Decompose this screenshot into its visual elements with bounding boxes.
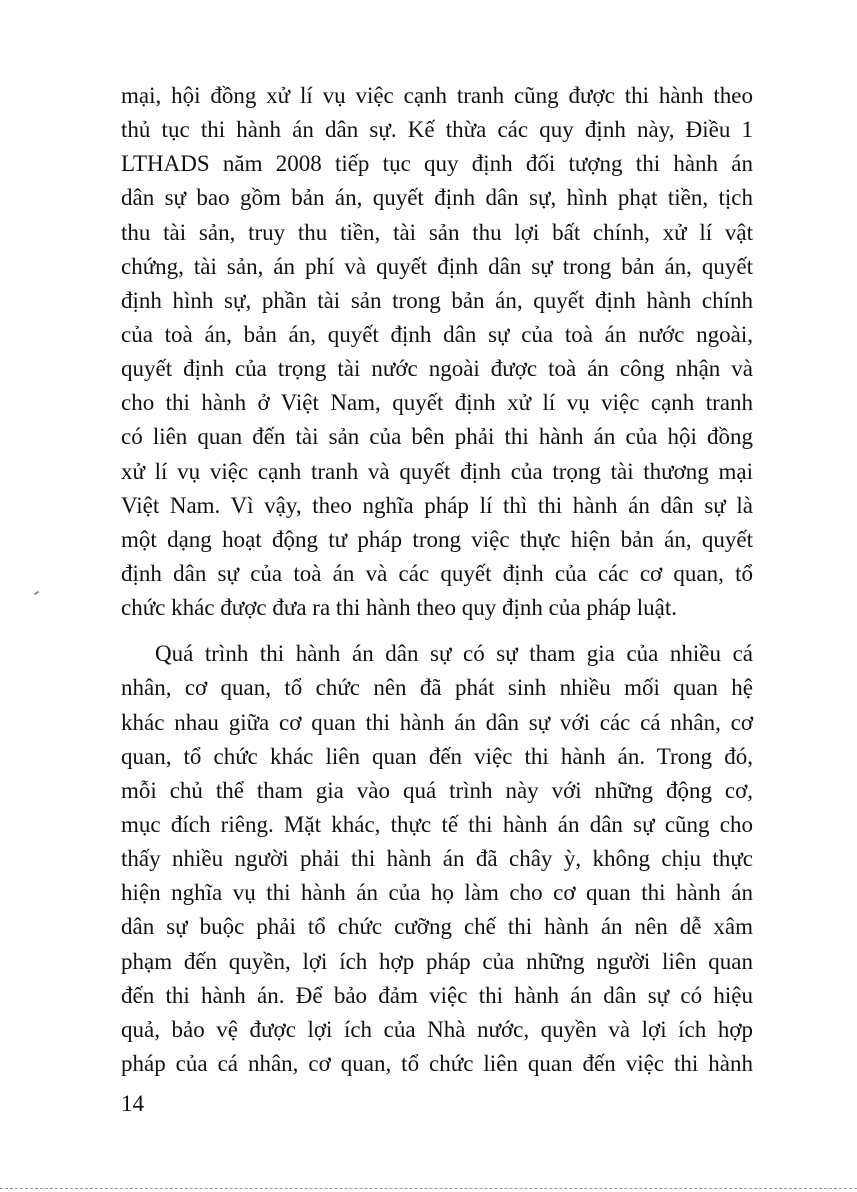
text-line: Việt Nam. Vì vậy, theo nghĩa pháp lí thì thi hành án dân sự là	[121, 492, 753, 518]
text-line: định dân sự của toà án và các quyết định của các cơ quan, tổ	[121, 560, 753, 586]
text-line: nhân, cơ quan, tổ chức nên đã phát sinh nhiều mối quan hệ	[121, 675, 753, 701]
text-line: thu tài sản, truy thu tiền, tài sản thu lợi bất chính, xử lí vật	[121, 219, 753, 245]
text-line: có liên quan đến tài sản của bên phải thi hành án của hội đồng	[121, 424, 753, 450]
text-line: mại, hội đồng xử lí vụ việc cạnh tranh cũng được thi hành theo	[121, 83, 753, 108]
paragraph-2	[121, 637, 753, 1081]
paragraph-gap	[121, 625, 753, 637]
text-line: hiện nghĩa vụ thi hành án của họ làm cho cơ quan thi hành án	[121, 880, 753, 906]
text-line: quyết định của trọng tài nước ngoài được toà án công nhận và	[121, 356, 753, 382]
text-line: quan, tổ chức khác liên quan đến việc thi hành án. Trong đó,	[121, 743, 753, 769]
page-number: 14	[121, 1091, 144, 1116]
text-line: pháp của cá nhân, cơ quan, tổ chức liên quan đến việc thi hành	[121, 1050, 753, 1076]
text-line: dân sự buộc phải tổ chức cưỡng chế thi hành án nên dễ xâm	[121, 914, 753, 940]
text-line: cho thi hành ở Việt Nam, quyết định xử lí vụ việc cạnh tranh	[121, 390, 753, 416]
text-line: dân sự bao gồm bản án, quyết định dân sự, hình phạt tiền, tịch	[121, 185, 753, 211]
scan-edge-line	[0, 1188, 857, 1189]
paragraph-1	[121, 79, 753, 625]
scan-speck	[34, 591, 39, 596]
text-line: phạm đến quyền, lợi ích hợp pháp của những người liên quan	[121, 948, 753, 974]
text-line: chức khác được đưa ra thi hành theo quy định của pháp luật.	[121, 595, 678, 621]
text-line: quả, bảo vệ được lợi ích của Nhà nước, quyền và lợi ích hợp	[121, 1016, 753, 1042]
text-line: mỗi chủ thể tham gia vào quá trình này với những động cơ,	[121, 777, 753, 803]
body-text	[121, 79, 753, 1081]
text-line: khác nhau giữa cơ quan thi hành án dân sự với các cá nhân, cơ	[121, 709, 753, 735]
text-line: một dạng hoạt động tư pháp trong việc thực hiện bản án, quyết	[121, 526, 753, 552]
text-line: Quá trình thi hành án dân sự có sự tham gia của nhiều cá	[155, 641, 753, 667]
text-line: chứng, tài sản, án phí và quyết định dân sự trong bản án, quyết	[121, 253, 753, 279]
text-line: thủ tục thi hành án dân sự. Kế thừa các quy định này, Điều 1	[121, 117, 753, 143]
text-line: LTHADS năm 2008 tiếp tục quy định đối tượng thi hành án	[121, 151, 753, 177]
text-line: thấy nhiều người phải thi hành án đã chây ỳ, không chịu thực	[121, 846, 753, 872]
text-line: mục đích riêng. Mặt khác, thực tế thi hành án dân sự cũng cho	[121, 811, 753, 837]
text-line: định hình sự, phần tài sản trong bản án, quyết định hành chính	[121, 287, 753, 313]
text-line: của toà án, bản án, quyết định dân sự của toà án nước ngoài,	[121, 321, 753, 347]
text-line: xử lí vụ việc cạnh tranh và quyết định của trọng tài thương mại	[121, 458, 753, 484]
text-line: đến thi hành án. Để bảo đảm việc thi hành án dân sự có hiệu	[121, 982, 753, 1008]
